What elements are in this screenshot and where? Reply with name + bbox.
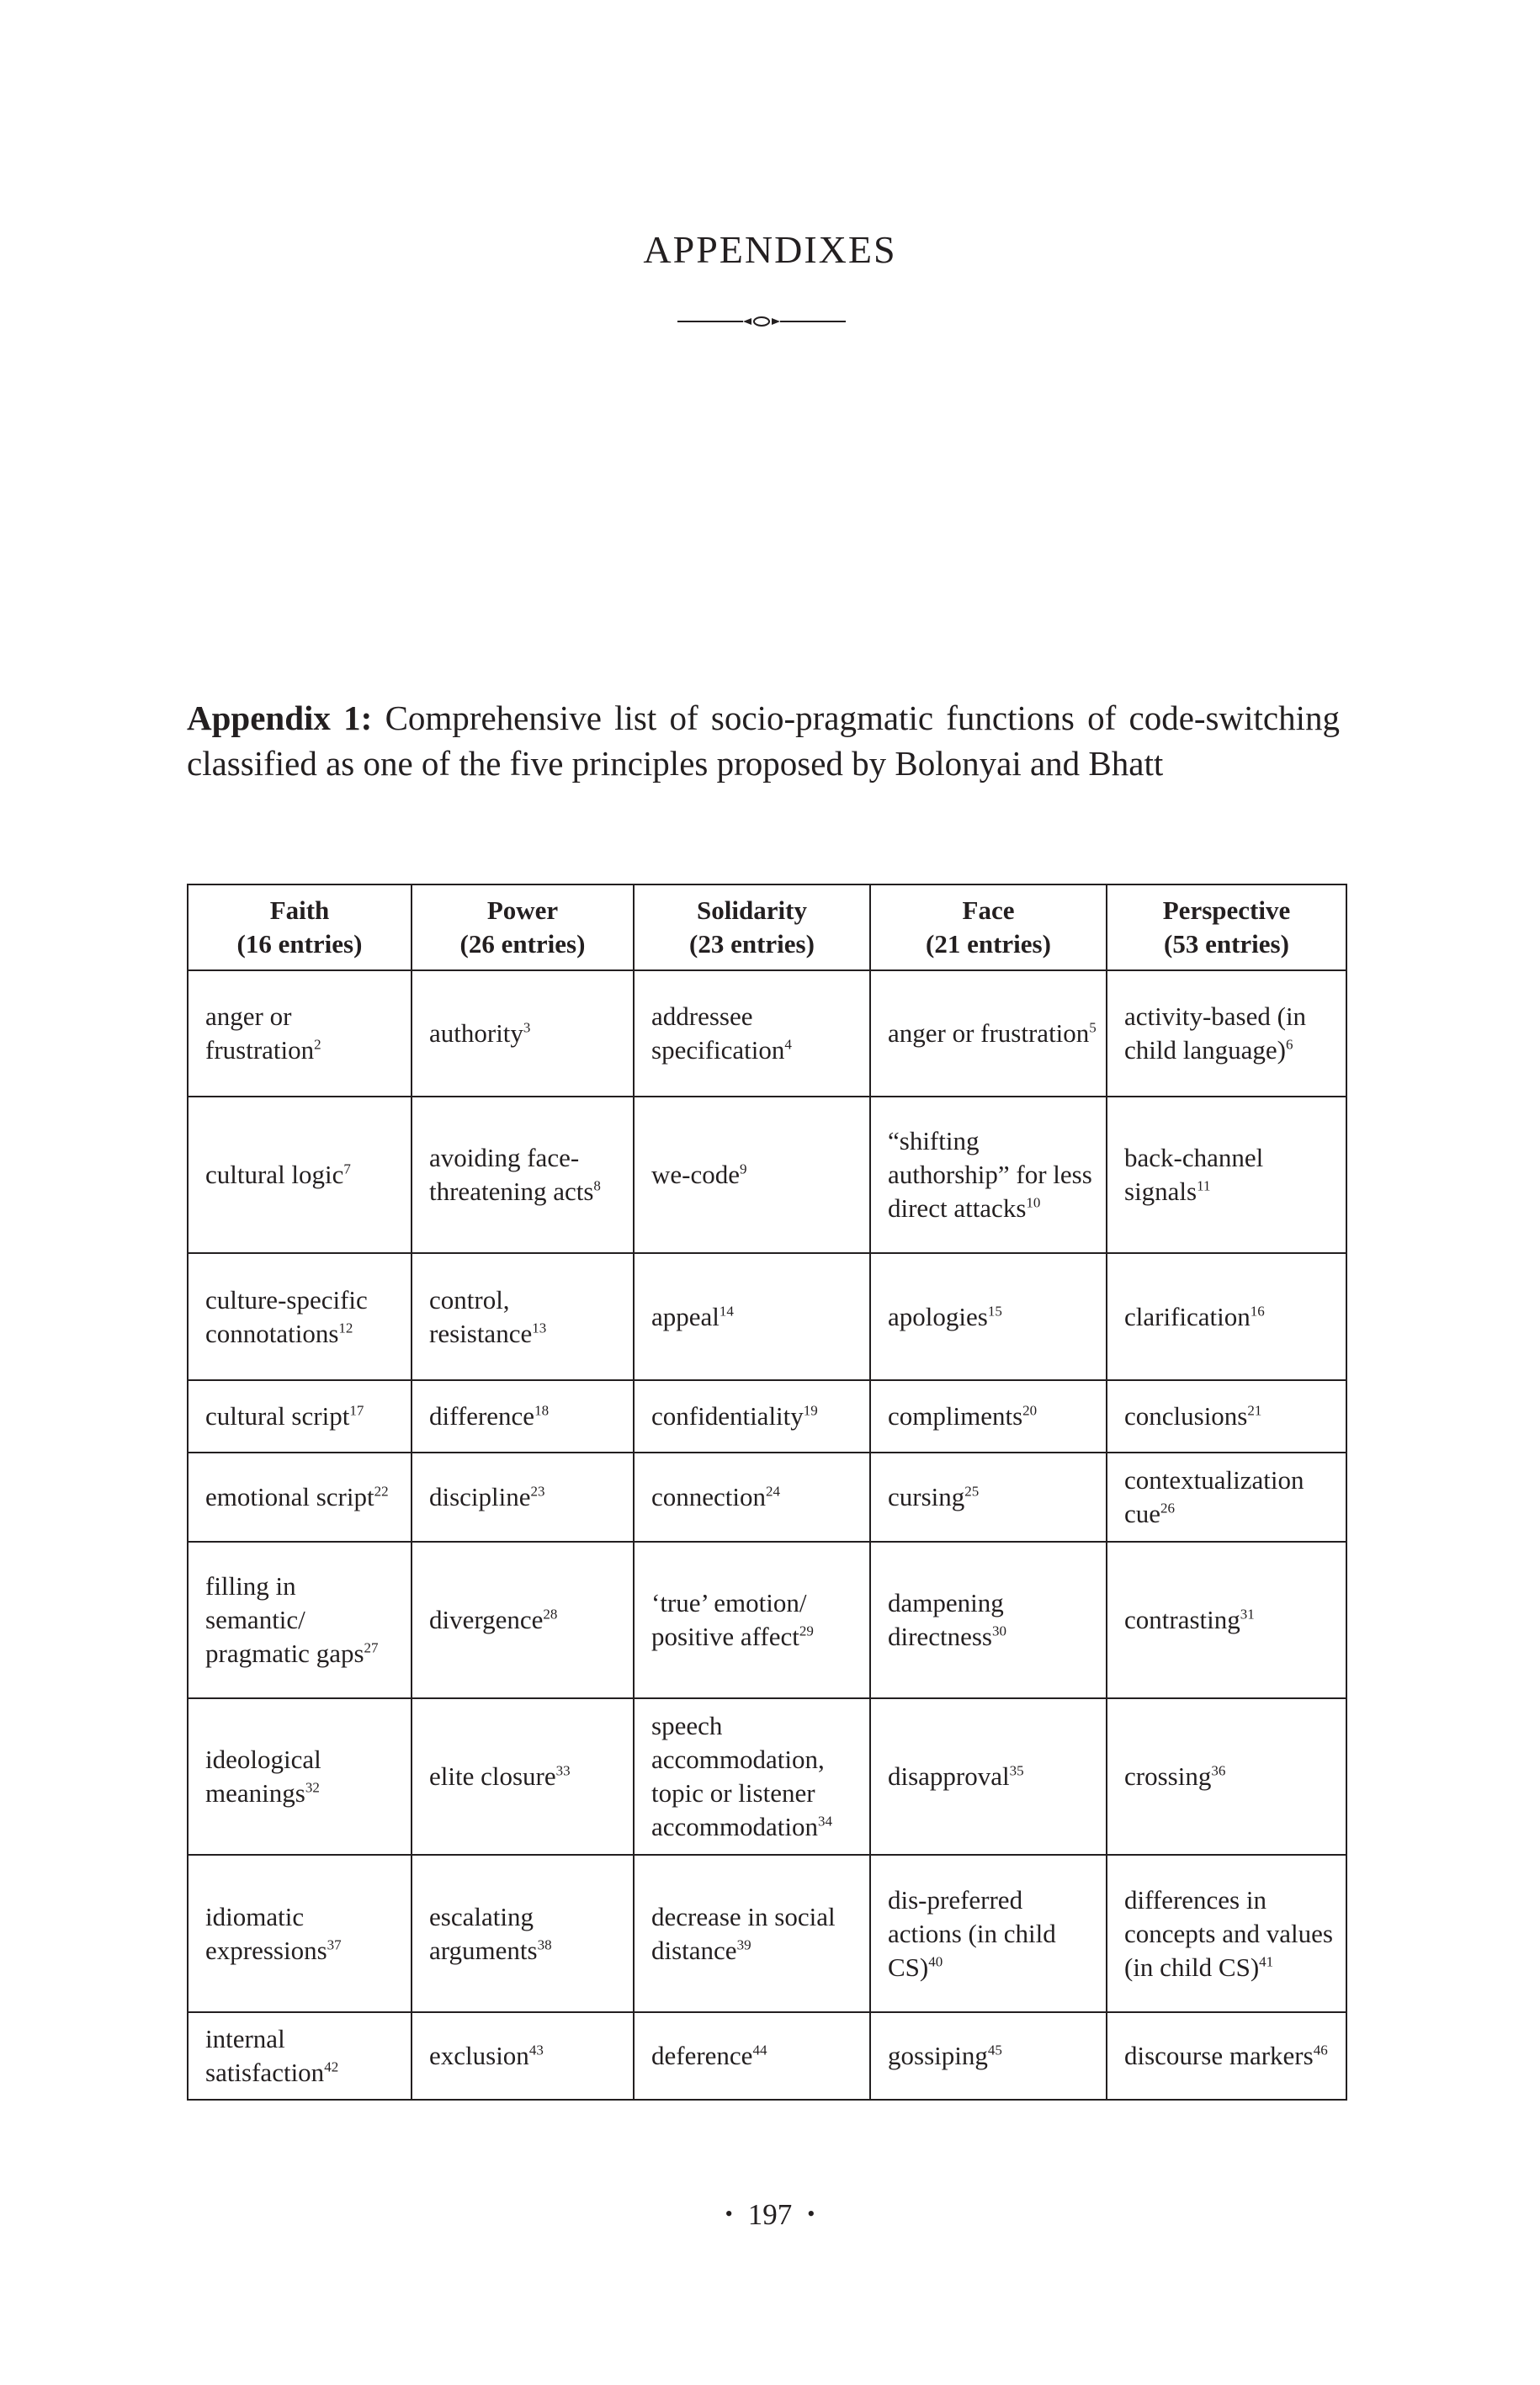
bullet-icon: •	[725, 2202, 733, 2226]
footnote-marker: 30	[991, 1623, 1006, 1639]
table-cell	[870, 1453, 1107, 1542]
footnote-marker: 26	[1160, 1500, 1176, 1517]
column-entry-count: (26 entries)	[459, 929, 586, 959]
cell-text: appeal	[651, 1301, 720, 1331]
footnote-marker: 15	[987, 1303, 1002, 1320]
table-cell	[1107, 970, 1346, 1097]
footnote-marker: 11	[1197, 1177, 1211, 1194]
table-cell	[634, 1855, 870, 2012]
footnote-marker: 35	[1009, 1762, 1024, 1779]
table-cell	[188, 1453, 412, 1542]
table-row	[188, 1097, 1346, 1253]
cell-text: clarification	[1124, 1301, 1251, 1331]
cell-text: apologies	[888, 1301, 988, 1331]
footnote-marker: 40	[928, 1953, 943, 1970]
footnote-marker: 28	[543, 1606, 558, 1623]
table-row	[188, 2012, 1346, 2100]
footnote-marker: 45	[987, 2042, 1002, 2058]
table-cell	[1107, 1698, 1346, 1855]
column-name: Face	[962, 895, 1015, 925]
cell-text: elite closure	[429, 1761, 556, 1791]
table-cell	[870, 1097, 1107, 1253]
cell-text: speech accommodation, topic or listener accommodation	[651, 1711, 825, 1841]
table-cell	[412, 2012, 634, 2100]
cell-text: emotional script	[205, 1482, 374, 1511]
table-row	[188, 1855, 1346, 2012]
cell-text: dis-preferred actions (in child CS)	[888, 1884, 1056, 1982]
footnote-marker: 5	[1089, 1019, 1097, 1036]
footnote-marker: 32	[305, 1779, 320, 1796]
footnote-marker: 34	[818, 1813, 832, 1830]
functions-table	[187, 884, 1347, 2101]
cell-text: exclusion	[429, 2041, 529, 2070]
cell-text: differences in concepts and values (in child CS)	[1124, 1884, 1333, 1982]
table-cell	[188, 1380, 412, 1453]
cell-text: gossiping	[888, 2041, 988, 2070]
column-header-solidarity	[634, 884, 870, 970]
cell-text: decrease in social distance	[651, 1901, 836, 1965]
footnote-marker: 14	[719, 1303, 734, 1320]
footnote-marker: 24	[766, 1483, 781, 1500]
bullet-icon: •	[807, 2202, 815, 2226]
table-cell	[870, 2012, 1107, 2100]
table-cell	[634, 970, 870, 1097]
footnote-marker: 4	[784, 1036, 792, 1053]
footnote-marker: 36	[1211, 1762, 1226, 1779]
cell-text: addressee specification	[651, 1001, 785, 1065]
table-cell	[634, 1453, 870, 1542]
column-name: Faith	[269, 895, 330, 925]
footnote-marker: 25	[964, 1483, 980, 1500]
footnote-marker: 46	[1313, 2042, 1328, 2058]
footnote-marker: 42	[324, 2058, 339, 2075]
table-cell	[1107, 1453, 1346, 1542]
table-cell	[634, 1097, 870, 1253]
footnote-marker: 43	[528, 2042, 544, 2058]
appendix-caption	[187, 695, 1340, 786]
table-cell	[1107, 1855, 1346, 2012]
cell-text: discipline	[429, 1482, 531, 1511]
cell-text: discourse markers	[1124, 2041, 1314, 2070]
table-cell	[412, 1698, 634, 1855]
table-cell	[870, 1380, 1107, 1453]
table-row	[188, 1542, 1346, 1698]
table-cell	[1107, 1097, 1346, 1253]
table-cell	[1107, 2012, 1346, 2100]
column-name: Perspective	[1162, 895, 1291, 925]
footnote-marker: 41	[1259, 1953, 1274, 1970]
cell-text: deference	[651, 2041, 753, 2070]
footnote-marker: 6	[1285, 1036, 1293, 1053]
table-cell	[412, 970, 634, 1097]
footnote-marker: 44	[752, 2042, 767, 2058]
cell-text: ‘true’ emotion/ positive affect	[651, 1588, 807, 1651]
table-cell	[188, 1253, 412, 1380]
table-cell	[188, 2012, 412, 2100]
table-cell	[634, 1380, 870, 1453]
table-cell	[412, 1453, 634, 1542]
footnote-marker: 8	[593, 1177, 601, 1194]
column-entry-count: (21 entries)	[926, 929, 1051, 959]
table-cell	[634, 2012, 870, 2100]
table-cell	[634, 1698, 870, 1855]
cell-text: cultural logic	[205, 1160, 344, 1189]
table-cell	[1107, 1542, 1346, 1698]
cell-text: compliments	[888, 1401, 1023, 1431]
cell-text: control, resistance	[429, 1284, 533, 1348]
cell-text: avoiding face-threatening acts	[429, 1143, 594, 1206]
footnote-marker: 18	[534, 1402, 550, 1419]
table-cell	[412, 1097, 634, 1253]
cell-text: idiomatic expressions	[205, 1901, 327, 1965]
table-body	[188, 970, 1346, 2100]
cell-text: difference	[429, 1401, 535, 1431]
cell-text: culture-specific connotations	[205, 1284, 368, 1348]
ornament-divider-icon	[677, 311, 846, 332]
footnote-marker: 7	[343, 1161, 351, 1177]
column-entry-count: (23 entries)	[689, 929, 815, 959]
appendix-label: Appendix 1:	[187, 699, 373, 737]
table-header-row	[188, 884, 1346, 970]
footnote-marker: 13	[532, 1320, 547, 1336]
cell-text: escalating arguments	[429, 1901, 538, 1965]
table-cell	[412, 1380, 634, 1453]
table-cell	[1107, 1253, 1346, 1380]
footnote-marker: 19	[803, 1402, 818, 1419]
page-title: APPENDIXES	[643, 228, 897, 271]
table-cell	[188, 970, 412, 1097]
table-row	[188, 1698, 1346, 1855]
table-row	[188, 1380, 1346, 1453]
cell-text: anger or frustration	[205, 1001, 315, 1065]
footnote-marker: 31	[1240, 1606, 1255, 1623]
footnote-marker: 10	[1026, 1194, 1041, 1211]
footnote-marker: 21	[1247, 1402, 1262, 1419]
cell-text: contrasting	[1124, 1605, 1240, 1634]
footnote-marker: 27	[364, 1639, 379, 1656]
cell-text: disapproval	[888, 1761, 1010, 1791]
column-entry-count: (53 entries)	[1164, 929, 1289, 959]
table-cell	[870, 1698, 1107, 1855]
table-cell	[870, 1253, 1107, 1380]
table-row	[188, 970, 1346, 1097]
table-cell	[634, 1253, 870, 1380]
column-header-faith	[188, 884, 412, 970]
footnote-marker: 22	[374, 1483, 389, 1500]
table-cell	[412, 1542, 634, 1698]
cell-text: conclusions	[1124, 1401, 1248, 1431]
table-cell	[634, 1542, 870, 1698]
footnote-marker: 39	[736, 1936, 751, 1953]
cell-text: ideological meanings	[205, 1745, 321, 1808]
cell-text: we-code	[651, 1160, 740, 1189]
cell-text: cultural script	[205, 1401, 350, 1431]
column-header-perspective	[1107, 884, 1346, 970]
table-cell	[188, 1855, 412, 2012]
cell-text: divergence	[429, 1605, 544, 1634]
table-cell	[188, 1542, 412, 1698]
cell-text: “shifting authorship” for less direct attacks	[888, 1126, 1092, 1223]
cell-text: back-channel signals	[1124, 1143, 1264, 1206]
table-cell	[1107, 1380, 1346, 1453]
cell-text: filling in semantic/ pragmatic gaps	[205, 1571, 364, 1668]
cell-text: connection	[651, 1482, 767, 1511]
column-name: Solidarity	[697, 895, 807, 925]
footnote-marker: 16	[1250, 1303, 1265, 1320]
column-header-power	[412, 884, 634, 970]
table-cell	[870, 970, 1107, 1097]
footnote-marker: 29	[799, 1623, 814, 1639]
page-number-value: 197	[747, 2198, 793, 2231]
footnote-marker: 17	[349, 1402, 364, 1419]
table-cell	[870, 1855, 1107, 2012]
table-cell	[412, 1253, 634, 1380]
footnote-marker: 37	[327, 1936, 342, 1953]
page-number	[0, 2198, 1540, 2232]
table-row	[188, 1453, 1346, 1542]
footnote-marker: 33	[555, 1762, 571, 1779]
footnote-marker: 12	[338, 1320, 353, 1336]
cell-text: activity-based (in child language)	[1124, 1001, 1307, 1065]
cell-text: contextualization cue	[1124, 1465, 1304, 1528]
footnote-marker: 2	[314, 1036, 321, 1053]
cell-text: internal satisfaction	[205, 2024, 325, 2087]
appendix-description: Comprehensive list of socio-pragmatic functions of code-switching classified as one of the five principles proposed by Bolonyai and Bhatt	[187, 699, 1340, 783]
column-entry-count: (16 entries)	[236, 929, 363, 959]
cell-text: dampening directness	[888, 1588, 1004, 1651]
footnote-marker: 38	[537, 1936, 552, 1953]
table-cell	[870, 1542, 1107, 1698]
table-cell	[188, 1097, 412, 1253]
footnote-marker: 9	[740, 1161, 747, 1177]
column-name: Power	[486, 895, 559, 925]
table-cell	[188, 1698, 412, 1855]
cell-text: cursing	[888, 1482, 965, 1511]
table-cell	[412, 1855, 634, 2012]
cell-text: confidentiality	[651, 1401, 804, 1431]
cell-text: crossing	[1124, 1761, 1212, 1791]
footnote-marker: 20	[1022, 1402, 1038, 1419]
cell-text: authority	[429, 1018, 523, 1048]
table-row	[188, 1253, 1346, 1380]
footnote-marker: 3	[523, 1019, 531, 1036]
footnote-marker: 23	[530, 1483, 545, 1500]
column-header-face	[870, 884, 1107, 970]
cell-text: anger or frustration	[888, 1018, 1090, 1048]
